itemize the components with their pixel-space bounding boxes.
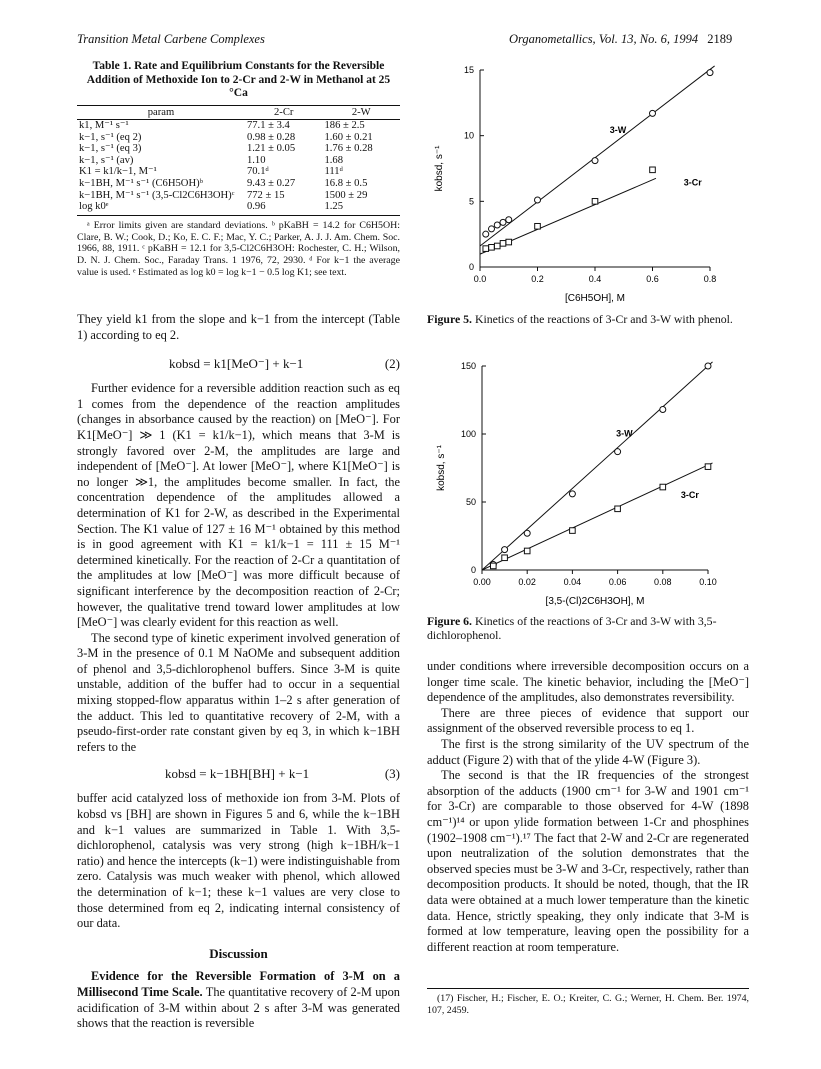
- data-table: [77, 105, 400, 216]
- paragraph-lead: Evidence for the Reversible Formation of 3-M on a Millisecond Time Scale.: [77, 969, 400, 999]
- data-point-3-Cr: [650, 167, 656, 173]
- equation-number: (3): [384, 766, 400, 782]
- data-point-3-W: [535, 197, 541, 203]
- data-point-3-Cr: [615, 506, 621, 512]
- table-cell: 0.96: [245, 201, 323, 215]
- paragraph: Further evidence for a reversible addition reaction such as eq 1 comes from the dependence of the reaction amplitudes (changes in absorbance caused by the reaction) on [MeO⁻]. For K1[MeO⁻] ≫ 1 (K1 = k1/k−1), which means that 3-M is strongly favored over 2-M, the amplitudes are large and independent of [MeO⁻]. At lower [MeO⁻], where K1[MeO⁻] is no longer ≫1, the amplitudes become smaller. In fact, the concentration dependence of the amplitudes allowed a determination of K1 for 2-W, as described in the Experimental Section. The K1 value of 127 ± 16 M⁻¹ obtained by this method is in good agreement with K1 = k1/k−1 = 111 ± 15 M⁻¹ determined kinetically. For the reaction of 2-Cr a quantitation of the amplitudes at low [MeO⁻] was more difficult because of significant interference by the decomposition reaction of 2-Cr; however, the qualitative trend toward lower amplitudes at low [MeO⁻] was clearly evident for this reaction as well.: [77, 381, 400, 630]
- table-cell: 77.1 ± 3.4: [246, 120, 290, 132]
- table-row: [77, 132, 400, 144]
- table-row: [77, 178, 400, 190]
- paragraph: The second is that the IR frequencies of the strongest absorption of the adducts (1900 cm⁻¹ for 3-W and 1901 cm⁻¹ for 3-Cr) are comparable to those observed for 4-W (1898 cm⁻¹)¹⁴ or upon ylide formation between 1-Cr and phosphines (1902–1908 cm⁻¹).¹⁷ The fact that 2-W and 2-Cr are regenerated upon neutralization of the solution demonstrates that the observed species must be 3-W and 3-Cr, respectively, rather than decomposition products. It should be noted, though, that the IR data were obtained at a much lower temperature than the kinetic data. Hence, strictly speaking, they only indicate that 3-M is formed at low temperature, leaving open the possibility for a different reaction at room temperature.: [427, 768, 749, 954]
- y-tick-label: 150: [460, 361, 476, 371]
- data-point-3-W: [707, 70, 713, 76]
- data-point-3-W: [650, 110, 656, 116]
- data-point-3-W: [494, 222, 500, 228]
- paragraph: There are three pieces of evidence that support our assignment of the observed reversible process to eq 1.: [427, 705, 749, 736]
- data-point-3-Cr: [535, 223, 541, 229]
- data-point-3-W: [705, 363, 711, 369]
- table-cell: k−1, s⁻¹ (eq 3): [79, 143, 142, 155]
- table-cell: 1.68: [324, 154, 344, 166]
- data-point-3-Cr: [500, 241, 506, 247]
- data-point-3-Cr: [494, 243, 500, 249]
- x-tick-label: 0.04: [563, 577, 582, 587]
- x-tick-label: 0.06: [608, 577, 627, 587]
- x-axis-label: [3,5-(Cl)2C6H3OH], M: [545, 596, 645, 607]
- y-tick-label: 10: [463, 130, 474, 141]
- paragraph: [77, 969, 400, 1031]
- series-label: 3-W: [616, 428, 633, 439]
- table-row: [77, 155, 400, 167]
- x-tick-label: 0.02: [518, 577, 536, 587]
- y-axis-label: kobsd, s⁻¹: [436, 445, 447, 491]
- y-tick-label: 100: [460, 429, 476, 439]
- column-header: 2-Cr: [245, 105, 323, 120]
- data-point-3-Cr: [570, 528, 576, 534]
- x-tick-label: 0.08: [654, 577, 672, 587]
- right-column: [427, 659, 749, 955]
- data-point-3-W: [615, 449, 621, 455]
- x-tick-label: 0.00: [473, 577, 491, 587]
- figure-5: [430, 52, 750, 310]
- paragraph: buffer acid catalyzed loss of methoxide ion from 3-M. Plots of kobsd vs [BH] are shown in Figures 5 and 6, while the k−1BH and k−1 values are summarized in Table 1. With 3,5-dichlorophenol, catalysis was very strong (high k−1BH/k−1 ratio) and hence the intercepts (k−1) were indistinguishable from zero. Catalysis was much weaker with phenol, which allowed the determination of k−1; these k−1 values are very close to those determined from eq 2, indicating internal consistency of our data.: [77, 791, 400, 931]
- table-cell: 1500 ± 29: [324, 189, 368, 201]
- y-tick-label: 0: [468, 262, 474, 272]
- page-number: 2189: [707, 32, 733, 46]
- table-row: [77, 190, 400, 202]
- reference-17: (17) Fischer, H.; Fischer, E. O.; Kreiter, C. G.; Werner, H. Chem. Ber. 1974, 107, 2459.: [427, 993, 749, 1016]
- y-tick-label: 50: [465, 497, 476, 507]
- table-cell: k−1BH, M⁻¹ s⁻¹ (C6H5OH)ᵇ: [79, 178, 203, 190]
- caption-label: Figure 5.: [427, 312, 472, 326]
- y-tick-label: 5: [468, 196, 474, 207]
- series-label: 3-Cr: [680, 489, 699, 500]
- figure-6: [430, 352, 750, 614]
- y-tick-label: 15: [463, 65, 474, 75]
- equation-text: kobsd = k1[MeO⁻] + k−1: [169, 356, 304, 372]
- column-header: param: [77, 105, 245, 120]
- data-point-3-W: [506, 217, 512, 223]
- x-tick-label: 0.2: [531, 274, 544, 284]
- table-cell: 16.8 ± 0.5: [324, 178, 368, 190]
- fit-line-3-W: [482, 362, 713, 570]
- data-point-3-Cr: [705, 464, 711, 470]
- x-axis-label: [C6H5OH], M: [564, 293, 626, 304]
- x-tick-label: 0.8: [703, 274, 717, 284]
- caption-text: Kinetics of the reactions of 3-Cr and 3-W with 3,5-dichlorophenol.: [427, 614, 717, 642]
- y-tick-label: 0: [470, 565, 476, 575]
- column-header: 2-W: [322, 105, 400, 120]
- paragraph: They yield k1 from the slope and k−1 from the intercept (Table 1) according to eq 2.: [77, 312, 400, 342]
- table-row: [77, 120, 400, 132]
- table-cell: 1.25: [322, 201, 400, 215]
- paragraph-body: The quantitative recovery of 2-M upon acidification of 3-M within about 2 s after 3-M was generated shows that the reaction is reversible: [77, 984, 400, 1031]
- paragraph: under conditions where irreversible decomposition occurs on a longer time scale. The kinetic behavior, including the [MeO⁻] dependence of the amplitudes, also demonstrates reversibility.: [427, 659, 749, 705]
- data-point-3-W: [502, 547, 508, 553]
- table-cell: k−1, s⁻¹ (av): [79, 154, 134, 166]
- table-cell: 1.76 ± 0.28: [324, 143, 373, 155]
- table-row: [77, 143, 400, 155]
- x-tick-label: 0.4: [588, 274, 602, 284]
- data-point-3-Cr: [506, 239, 512, 245]
- paragraph: The first is the strong similarity of the UV spectrum of the adduct (Figure 2) with that of the ylide 4-W (Figure 3).: [427, 736, 749, 767]
- paragraph: The second type of kinetic experiment involved generation of 3-M in the presence of 0.1 M NaOMe and subsequent addition of phenol and 3,5-dichlorophenol buffers. Since 3-M is quite unstable, addition of the buffer had to occur in a sequential mixing stopped-flow apparatus within 1–2 s after generation of the adduct. This led to quantitative recovery of 2-M, with a pseudo-first-order rate constant given by eq 3, in which k−1BH refers to the: [77, 630, 400, 754]
- x-tick-label: 0.0: [473, 274, 487, 284]
- table-1: [77, 60, 400, 279]
- table-cell: 9.43 ± 0.27: [246, 178, 296, 190]
- table-cell: 0.98 ± 0.28: [246, 131, 296, 143]
- table-cell: k1, M⁻¹ s⁻¹: [79, 120, 129, 132]
- y-axis-label: kobsd, s⁻¹: [434, 145, 445, 192]
- table-cell: 70.1ᵈ: [246, 166, 269, 178]
- table-row: [77, 201, 400, 215]
- table-cell: 1.60 ± 0.21: [324, 131, 373, 143]
- fit-line-3-Cr: [482, 463, 713, 570]
- running-head-left: Transition Metal Carbene Complexes: [77, 32, 265, 46]
- table-row: [77, 166, 400, 178]
- table-cell: 1.21 ± 0.05: [246, 143, 296, 155]
- equation-3: [77, 763, 400, 785]
- data-point-3-Cr: [592, 199, 598, 205]
- caption-text: Kinetics of the reactions of 3-Cr and 3-W with phenol.: [472, 312, 733, 326]
- equation-text: kobsd = k−1BH[BH] + k−1: [165, 766, 310, 782]
- x-tick-label: 0.6: [646, 274, 659, 284]
- equation-2: [77, 353, 400, 375]
- running-head-right: [509, 32, 732, 47]
- table-cell: k−1BH, M⁻¹ s⁻¹ (3,5-Cl2C6H3OH)ᶜ: [79, 189, 235, 201]
- table-cell: 111ᵈ: [324, 166, 343, 178]
- series-label: 3-W: [609, 125, 627, 136]
- table-cell: K1 = k1/k−1, M⁻¹: [79, 166, 157, 178]
- caption-label: Figure 6.: [427, 614, 472, 628]
- figure-6-caption: [427, 614, 749, 642]
- data-point-3-Cr: [483, 246, 489, 252]
- table-footnote: ᵃ Error limits given are standard deviations. ᵇ pKaBH = 14.2 for C6H5OH: Clare, B. W.; Cook, D.; Ko, E. C. F.; Mac, Y. C.; Parker, A. J. J. Am. Chem. Soc. 1966, 88, 1911. ᶜ pKaBH = 12.1 for 3,5-Cl2C6H3OH: Rochester, C. H.; Wilson, D. N. J. Chem. Soc., Faraday Trans. 1 1976, 72, 2930. ᵈ For k−1 the average value is used. ᵉ Estimated as log k0 = log k−1 − 0.5 log K1; see text.: [77, 219, 400, 279]
- left-column: [77, 312, 400, 1032]
- table-cell: k−1, s⁻¹ (eq 2): [79, 131, 142, 143]
- journal-citation: Organometallics, Vol. 13, No. 6, 1994: [509, 32, 699, 46]
- figure-5-caption: [427, 312, 749, 326]
- data-point-3-Cr: [502, 555, 508, 561]
- data-point-3-Cr: [524, 548, 530, 554]
- data-point-3-W: [660, 407, 666, 413]
- data-point-3-W: [500, 219, 506, 225]
- fit-line-3-W: [480, 66, 715, 246]
- table-cell: log k0ᵉ: [77, 201, 245, 215]
- x-tick-label: 0.10: [699, 577, 717, 587]
- data-point-3-Cr: [491, 563, 497, 569]
- reference-divider: [427, 988, 749, 989]
- series-label: 3-Cr: [683, 177, 702, 188]
- section-heading: Discussion: [209, 945, 268, 961]
- data-point-3-W: [483, 231, 489, 237]
- data-point-3-Cr: [660, 484, 666, 490]
- table-cell: 772 ± 15: [246, 189, 285, 201]
- data-point-3-Cr: [489, 245, 495, 251]
- data-point-3-W: [592, 158, 598, 164]
- equation-number: (2): [384, 356, 400, 372]
- table-cell: 186 ± 2.5: [324, 120, 365, 132]
- table-cell: 1.10: [246, 154, 266, 166]
- data-point-3-W: [569, 491, 575, 497]
- table-title: Table 1. Rate and Equilibrium Constants for the Reversible Addition of Methoxide Ion to 2-Cr and 2-W in Methanol at 25 °Ca: [86, 60, 391, 99]
- data-point-3-W: [524, 530, 530, 536]
- data-point-3-W: [489, 226, 495, 232]
